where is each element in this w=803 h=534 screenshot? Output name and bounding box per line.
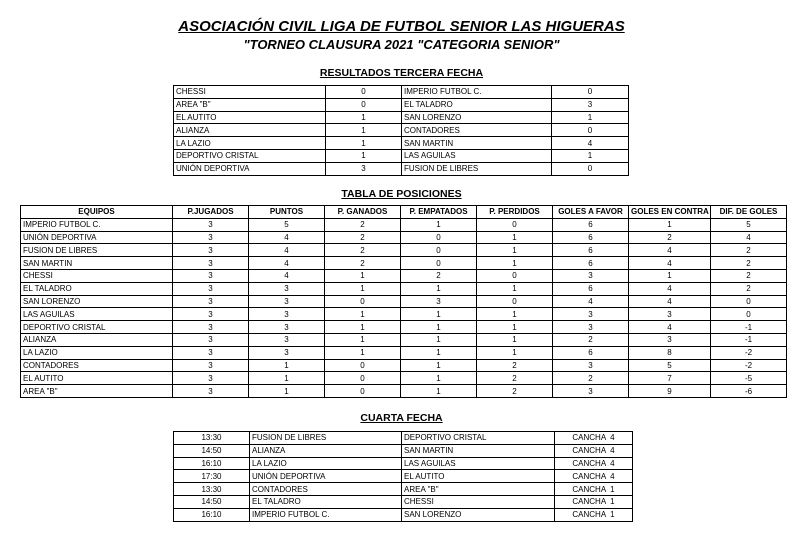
result-row bbox=[174, 98, 629, 111]
page-title: ASOCIACIÓN CIVIL LIGA DE FUTBOL SENIOR LAS HIGUERAS bbox=[178, 18, 625, 35]
stat-cell: 2 bbox=[711, 282, 787, 295]
home-team: FUSION DE LIBRES bbox=[250, 432, 402, 445]
stat-cell: 4 bbox=[629, 257, 711, 270]
result-row bbox=[174, 86, 629, 99]
field: CANCHA 1 bbox=[555, 495, 633, 508]
standings-row bbox=[21, 282, 787, 295]
away-goals: 1 bbox=[552, 149, 629, 162]
stat-cell: 0 bbox=[325, 359, 401, 372]
team-name: LA LAZIO bbox=[21, 346, 173, 359]
stat-cell: 3 bbox=[173, 346, 249, 359]
standings-row bbox=[21, 359, 787, 372]
standings-row bbox=[21, 333, 787, 346]
fixture-row bbox=[174, 508, 633, 521]
stat-cell: 3 bbox=[553, 321, 629, 334]
stat-cell: 3 bbox=[553, 308, 629, 321]
stat-cell: 0 bbox=[477, 295, 553, 308]
stat-cell: 2 bbox=[477, 385, 553, 398]
home-team: UNIÓN DEPORTIVA bbox=[174, 162, 326, 175]
stat-cell: 1 bbox=[401, 282, 477, 295]
stat-cell: 4 bbox=[629, 282, 711, 295]
stat-cell: 2 bbox=[711, 269, 787, 282]
stat-cell: 3 bbox=[249, 333, 325, 346]
fixture-row bbox=[174, 495, 633, 508]
away-team: IMPERIO FUTBOL C. bbox=[402, 86, 552, 99]
home-team: UNIÓN DEPORTIVA bbox=[250, 470, 402, 483]
away-goals: 4 bbox=[552, 137, 629, 150]
stat-cell: 4 bbox=[249, 244, 325, 257]
stat-cell: 1 bbox=[477, 257, 553, 270]
result-row bbox=[174, 111, 629, 124]
stat-cell: -2 bbox=[711, 359, 787, 372]
stat-cell: 1 bbox=[477, 308, 553, 321]
result-row bbox=[174, 137, 629, 150]
match-time: 16:10 bbox=[174, 508, 250, 521]
stat-cell: -2 bbox=[711, 346, 787, 359]
team-name: SAN LORENZO bbox=[21, 295, 173, 308]
team-name: IMPERIO FUTBOL C. bbox=[21, 218, 173, 231]
stat-cell: 1 bbox=[401, 346, 477, 359]
stat-cell: 1 bbox=[477, 244, 553, 257]
stat-cell: 3 bbox=[173, 282, 249, 295]
stat-cell: 5 bbox=[249, 218, 325, 231]
column-header: DIF. DE GOLES bbox=[711, 206, 787, 219]
stat-cell: 0 bbox=[401, 231, 477, 244]
home-goals: 0 bbox=[326, 98, 402, 111]
home-team: ALIANZA bbox=[174, 124, 326, 137]
fixture-row bbox=[174, 444, 633, 457]
home-team: LA LAZIO bbox=[174, 137, 326, 150]
stat-cell: 2 bbox=[553, 372, 629, 385]
stat-cell: 3 bbox=[401, 295, 477, 308]
match-time: 14:50 bbox=[174, 444, 250, 457]
stat-cell: 3 bbox=[173, 231, 249, 244]
stat-cell: 1 bbox=[477, 282, 553, 295]
stat-cell: 3 bbox=[249, 346, 325, 359]
team-name: ALIANZA bbox=[21, 333, 173, 346]
page-subtitle: "TORNEO CLAUSURA 2021 "CATEGORIA SENIOR" bbox=[243, 37, 560, 52]
stat-cell: 9 bbox=[629, 385, 711, 398]
stat-cell: 3 bbox=[173, 244, 249, 257]
stat-cell: 1 bbox=[401, 308, 477, 321]
results-table bbox=[173, 85, 629, 176]
stat-cell: -1 bbox=[711, 321, 787, 334]
team-name: CONTADORES bbox=[21, 359, 173, 372]
standings-row bbox=[21, 308, 787, 321]
away-team: FUSION DE LIBRES bbox=[402, 162, 552, 175]
team-name: EL AUTITO bbox=[21, 372, 173, 385]
fixtures-table bbox=[173, 431, 633, 522]
stat-cell: 4 bbox=[629, 321, 711, 334]
field: CANCHA 1 bbox=[555, 508, 633, 521]
team-name: SAN MARTIN bbox=[21, 257, 173, 270]
stat-cell: 1 bbox=[477, 231, 553, 244]
stat-cell: 3 bbox=[553, 385, 629, 398]
stat-cell: 2 bbox=[711, 244, 787, 257]
stat-cell: 4 bbox=[249, 257, 325, 270]
stat-cell: 1 bbox=[325, 269, 401, 282]
stat-cell: 4 bbox=[711, 231, 787, 244]
stat-cell: 2 bbox=[325, 257, 401, 270]
stat-cell: 1 bbox=[477, 321, 553, 334]
stat-cell: 3 bbox=[173, 359, 249, 372]
column-header: P. EMPATADOS bbox=[401, 206, 477, 219]
away-team: SAN LORENZO bbox=[402, 111, 552, 124]
stat-cell: 1 bbox=[249, 385, 325, 398]
away-team: LAS AGUILAS bbox=[402, 457, 555, 470]
stat-cell: 3 bbox=[629, 308, 711, 321]
stat-cell: -5 bbox=[711, 372, 787, 385]
stat-cell: 0 bbox=[401, 257, 477, 270]
stat-cell: 0 bbox=[711, 308, 787, 321]
stat-cell: 1 bbox=[401, 321, 477, 334]
stat-cell: 3 bbox=[173, 257, 249, 270]
standings-row bbox=[21, 231, 787, 244]
stat-cell: 6 bbox=[553, 218, 629, 231]
away-team: CONTADORES bbox=[402, 124, 552, 137]
stat-cell: 1 bbox=[401, 333, 477, 346]
stat-cell: 1 bbox=[325, 321, 401, 334]
stat-cell: 6 bbox=[553, 257, 629, 270]
fixture-row bbox=[174, 470, 633, 483]
stat-cell: 3 bbox=[249, 308, 325, 321]
stat-cell: 4 bbox=[553, 295, 629, 308]
stat-cell: 3 bbox=[173, 372, 249, 385]
stat-cell: 1 bbox=[629, 218, 711, 231]
stat-cell: 2 bbox=[325, 244, 401, 257]
result-row bbox=[174, 162, 629, 175]
away-goals: 0 bbox=[552, 86, 629, 99]
stat-cell: 2 bbox=[401, 269, 477, 282]
away-team: SAN MARTIN bbox=[402, 137, 552, 150]
home-team: ALIANZA bbox=[250, 444, 402, 457]
standings-row bbox=[21, 295, 787, 308]
stat-cell: 2 bbox=[325, 231, 401, 244]
stat-cell: 7 bbox=[629, 372, 711, 385]
stat-cell: 4 bbox=[249, 231, 325, 244]
stat-cell: 6 bbox=[553, 244, 629, 257]
match-time: 17:30 bbox=[174, 470, 250, 483]
stat-cell: 3 bbox=[173, 218, 249, 231]
stat-cell: 3 bbox=[173, 295, 249, 308]
home-team: EL TALADRO bbox=[250, 495, 402, 508]
stat-cell: 1 bbox=[325, 308, 401, 321]
standings-row bbox=[21, 385, 787, 398]
stat-cell: 2 bbox=[477, 359, 553, 372]
stat-cell: 1 bbox=[401, 218, 477, 231]
home-team: CHESSI bbox=[174, 86, 326, 99]
standings-row bbox=[21, 372, 787, 385]
home-team: AREA "B" bbox=[174, 98, 326, 111]
fixture-row bbox=[174, 483, 633, 496]
field: CANCHA 4 bbox=[555, 432, 633, 445]
column-header: EQUIPOS bbox=[21, 206, 173, 219]
standings-heading: TABLA DE POSICIONES bbox=[341, 188, 462, 200]
column-header: P. GANADOS bbox=[325, 206, 401, 219]
stat-cell: 0 bbox=[477, 269, 553, 282]
home-goals: 1 bbox=[326, 111, 402, 124]
standings-row bbox=[21, 321, 787, 334]
away-team: EL AUTITO bbox=[402, 470, 555, 483]
home-goals: 0 bbox=[326, 86, 402, 99]
stat-cell: 5 bbox=[711, 218, 787, 231]
away-team: SAN MARTIN bbox=[402, 444, 555, 457]
stat-cell: -1 bbox=[711, 333, 787, 346]
stat-cell: 2 bbox=[711, 257, 787, 270]
stat-cell: 1 bbox=[325, 282, 401, 295]
stat-cell: 1 bbox=[249, 359, 325, 372]
match-time: 14:50 bbox=[174, 495, 250, 508]
stat-cell: 3 bbox=[173, 321, 249, 334]
home-goals: 1 bbox=[326, 124, 402, 137]
stat-cell: 3 bbox=[249, 321, 325, 334]
stat-cell: 2 bbox=[477, 372, 553, 385]
field: CANCHA 4 bbox=[555, 457, 633, 470]
field: CANCHA 4 bbox=[555, 444, 633, 457]
match-time: 13:30 bbox=[174, 432, 250, 445]
result-row bbox=[174, 124, 629, 137]
standings-header-row bbox=[21, 206, 787, 219]
stat-cell: 4 bbox=[249, 269, 325, 282]
stat-cell: 3 bbox=[249, 282, 325, 295]
away-team: EL TALADRO bbox=[402, 98, 552, 111]
stat-cell: 8 bbox=[629, 346, 711, 359]
stat-cell: 1 bbox=[249, 372, 325, 385]
match-time: 16:10 bbox=[174, 457, 250, 470]
standings-row bbox=[21, 257, 787, 270]
standings-row bbox=[21, 244, 787, 257]
stat-cell: 3 bbox=[173, 269, 249, 282]
away-team: DEPORTIVO CRISTAL bbox=[402, 432, 555, 445]
stat-cell: 1 bbox=[401, 385, 477, 398]
away-team: AREA "B" bbox=[402, 483, 555, 496]
team-name: DEPORTIVO CRISTAL bbox=[21, 321, 173, 334]
away-goals: 1 bbox=[552, 111, 629, 124]
stat-cell: 6 bbox=[553, 282, 629, 295]
stat-cell: 6 bbox=[553, 346, 629, 359]
stat-cell: 3 bbox=[173, 333, 249, 346]
team-name: EL TALADRO bbox=[21, 282, 173, 295]
column-header: P. PERDIDOS bbox=[477, 206, 553, 219]
stat-cell: 1 bbox=[477, 346, 553, 359]
stat-cell: 1 bbox=[401, 359, 477, 372]
stat-cell: 1 bbox=[325, 346, 401, 359]
away-goals: 0 bbox=[552, 124, 629, 137]
column-header: GOLES EN CONTRA bbox=[629, 206, 711, 219]
stat-cell: 6 bbox=[553, 231, 629, 244]
stat-cell: 4 bbox=[629, 295, 711, 308]
home-team: LA LAZIO bbox=[250, 457, 402, 470]
home-team: DEPORTIVO CRISTAL bbox=[174, 149, 326, 162]
home-team: CONTADORES bbox=[250, 483, 402, 496]
stat-cell: 0 bbox=[325, 385, 401, 398]
fixture-row bbox=[174, 432, 633, 445]
team-name: LAS AGUILAS bbox=[21, 308, 173, 321]
away-team: SAN LORENZO bbox=[402, 508, 555, 521]
stat-cell: 3 bbox=[249, 295, 325, 308]
home-goals: 1 bbox=[326, 137, 402, 150]
away-team: CHESSI bbox=[402, 495, 555, 508]
away-goals: 3 bbox=[552, 98, 629, 111]
stat-cell: 3 bbox=[629, 333, 711, 346]
results-heading: RESULTADOS TERCERA FECHA bbox=[319, 67, 484, 79]
team-name: CHESSI bbox=[21, 269, 173, 282]
team-name: FUSION DE LIBRES bbox=[21, 244, 173, 257]
column-header: PUNTOS bbox=[249, 206, 325, 219]
stat-cell: 3 bbox=[173, 308, 249, 321]
stat-cell: 0 bbox=[401, 244, 477, 257]
stat-cell: 0 bbox=[477, 218, 553, 231]
away-team: LAS AGUILAS bbox=[402, 149, 552, 162]
fixtures-heading: CUARTA FECHA bbox=[360, 412, 443, 424]
stat-cell: 1 bbox=[477, 333, 553, 346]
stat-cell: 2 bbox=[325, 218, 401, 231]
stat-cell: 0 bbox=[325, 295, 401, 308]
stat-cell: -6 bbox=[711, 385, 787, 398]
stat-cell: 1 bbox=[629, 269, 711, 282]
stat-cell: 5 bbox=[629, 359, 711, 372]
standings-row bbox=[21, 346, 787, 359]
stat-cell: 3 bbox=[553, 359, 629, 372]
home-goals: 3 bbox=[326, 162, 402, 175]
stat-cell: 0 bbox=[711, 295, 787, 308]
away-goals: 0 bbox=[552, 162, 629, 175]
stat-cell: 1 bbox=[401, 372, 477, 385]
result-row bbox=[174, 149, 629, 162]
stat-cell: 0 bbox=[325, 372, 401, 385]
stat-cell: 4 bbox=[629, 244, 711, 257]
stat-cell: 3 bbox=[553, 269, 629, 282]
stat-cell: 1 bbox=[325, 333, 401, 346]
team-name: UNIÓN DEPORTIVA bbox=[21, 231, 173, 244]
fixture-row bbox=[174, 457, 633, 470]
home-goals: 1 bbox=[326, 149, 402, 162]
home-team: IMPERIO FUTBOL C. bbox=[250, 508, 402, 521]
team-name: AREA "B" bbox=[21, 385, 173, 398]
stat-cell: 2 bbox=[553, 333, 629, 346]
stat-cell: 3 bbox=[173, 385, 249, 398]
standings-row bbox=[21, 218, 787, 231]
stat-cell: 2 bbox=[629, 231, 711, 244]
column-header: GOLES A FAVOR bbox=[553, 206, 629, 219]
standings-table bbox=[20, 205, 787, 398]
field: CANCHA 4 bbox=[555, 470, 633, 483]
standings-row bbox=[21, 269, 787, 282]
field: CANCHA 1 bbox=[555, 483, 633, 496]
home-team: EL AUTITO bbox=[174, 111, 326, 124]
column-header: P.JUGADOS bbox=[173, 206, 249, 219]
match-time: 13:30 bbox=[174, 483, 250, 496]
